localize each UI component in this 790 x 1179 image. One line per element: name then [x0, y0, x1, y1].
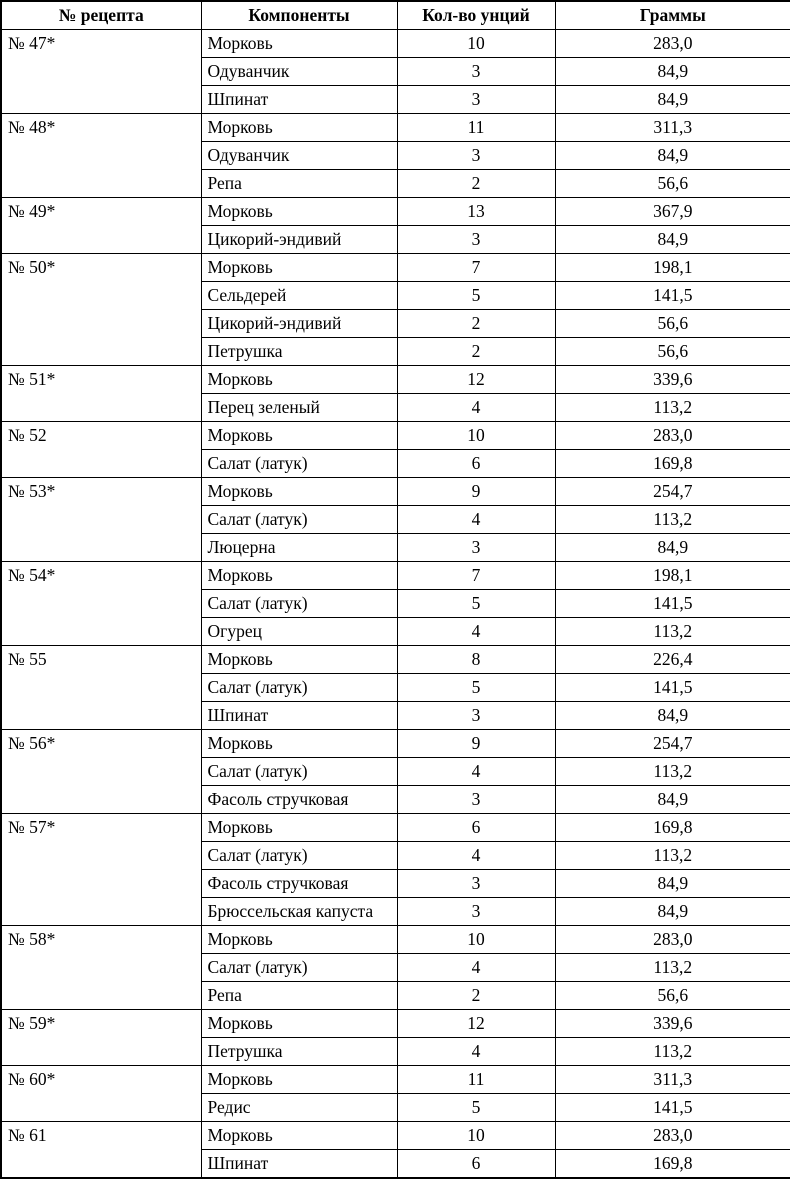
- component-cell: Морковь: [201, 30, 397, 58]
- ounces-value-cell: 6: [397, 450, 555, 478]
- ounces-value-cell: 12: [397, 1010, 555, 1038]
- ounces-value-cell: 11: [397, 114, 555, 142]
- recipe-number-cell: № 59*: [1, 1010, 201, 1066]
- component-cell: Салат (латук): [201, 842, 397, 870]
- grams-value-cell: 169,8: [555, 450, 790, 478]
- ounces-value-cell: 2: [397, 170, 555, 198]
- component-cell: Цикорий-эндивий: [201, 310, 397, 338]
- header-recipe-number: № рецепта: [1, 1, 201, 30]
- grams-value-cell: 311,3: [555, 114, 790, 142]
- ounces-value-cell: 10: [397, 1122, 555, 1150]
- component-cell: Салат (латук): [201, 674, 397, 702]
- grams-value-cell: 283,0: [555, 926, 790, 954]
- grams-value-cell: 283,0: [555, 422, 790, 450]
- ounces-value-cell: 7: [397, 254, 555, 282]
- grams-value-cell: 84,9: [555, 786, 790, 814]
- grams-value-cell: 141,5: [555, 282, 790, 310]
- ounces-value-cell: 12: [397, 366, 555, 394]
- component-cell: Сельдерей: [201, 282, 397, 310]
- component-cell: Салат (латук): [201, 590, 397, 618]
- table-row: [1, 562, 790, 590]
- table-row: [1, 730, 790, 758]
- recipe-number-cell: № 47*: [1, 30, 201, 114]
- grams-value-cell: 56,6: [555, 982, 790, 1010]
- recipe-number-cell: № 53*: [1, 478, 201, 562]
- ounces-value-cell: 2: [397, 338, 555, 366]
- component-cell: Шпинат: [201, 86, 397, 114]
- grams-value-cell: 169,8: [555, 1150, 790, 1179]
- component-cell: Цикорий-эндивий: [201, 226, 397, 254]
- component-cell: Репа: [201, 170, 397, 198]
- grams-value-cell: 141,5: [555, 590, 790, 618]
- component-cell: Петрушка: [201, 1038, 397, 1066]
- recipe-number-cell: № 54*: [1, 562, 201, 646]
- ounces-value-cell: 2: [397, 310, 555, 338]
- grams-value-cell: 113,2: [555, 394, 790, 422]
- component-cell: Одуванчик: [201, 58, 397, 86]
- grams-value-cell: 113,2: [555, 954, 790, 982]
- component-cell: Салат (латук): [201, 954, 397, 982]
- grams-value-cell: 84,9: [555, 702, 790, 730]
- recipe-number-cell: № 56*: [1, 730, 201, 814]
- grams-value-cell: 56,6: [555, 170, 790, 198]
- component-cell: Морковь: [201, 562, 397, 590]
- grams-value-cell: 84,9: [555, 534, 790, 562]
- component-cell: Морковь: [201, 254, 397, 282]
- table-row: [1, 478, 790, 506]
- grams-value-cell: 84,9: [555, 870, 790, 898]
- ounces-value-cell: 6: [397, 1150, 555, 1179]
- header-ounces: Кол-во унций: [397, 1, 555, 30]
- component-cell: Петрушка: [201, 338, 397, 366]
- recipe-number-cell: № 50*: [1, 254, 201, 366]
- table-row: [1, 926, 790, 954]
- table-row: [1, 366, 790, 394]
- component-cell: Морковь: [201, 114, 397, 142]
- grams-value-cell: 113,2: [555, 842, 790, 870]
- grams-value-cell: 339,6: [555, 366, 790, 394]
- ounces-value-cell: 4: [397, 394, 555, 422]
- ounces-value-cell: 3: [397, 86, 555, 114]
- recipe-number-cell: № 49*: [1, 198, 201, 254]
- grams-value-cell: 254,7: [555, 478, 790, 506]
- ounces-value-cell: 3: [397, 702, 555, 730]
- grams-value-cell: 311,3: [555, 1066, 790, 1094]
- ounces-value-cell: 4: [397, 618, 555, 646]
- grams-value-cell: 113,2: [555, 1038, 790, 1066]
- ounces-value-cell: 3: [397, 226, 555, 254]
- ounces-value-cell: 9: [397, 478, 555, 506]
- recipe-number-cell: № 58*: [1, 926, 201, 1010]
- ounces-value-cell: 7: [397, 562, 555, 590]
- component-cell: Люцерна: [201, 534, 397, 562]
- table-row: [1, 814, 790, 842]
- table-row: [1, 114, 790, 142]
- component-cell: Перец зеленый: [201, 394, 397, 422]
- component-cell: Салат (латук): [201, 758, 397, 786]
- ounces-value-cell: 6: [397, 814, 555, 842]
- ounces-value-cell: 11: [397, 1066, 555, 1094]
- grams-value-cell: 84,9: [555, 86, 790, 114]
- component-cell: Морковь: [201, 1010, 397, 1038]
- ounces-value-cell: 9: [397, 730, 555, 758]
- grams-value-cell: 283,0: [555, 1122, 790, 1150]
- grams-value-cell: 283,0: [555, 30, 790, 58]
- table-row: [1, 254, 790, 282]
- ounces-value-cell: 3: [397, 534, 555, 562]
- grams-value-cell: 84,9: [555, 898, 790, 926]
- recipe-number-cell: № 57*: [1, 814, 201, 926]
- grams-value-cell: 141,5: [555, 674, 790, 702]
- component-cell: Фасоль стручковая: [201, 870, 397, 898]
- component-cell: Морковь: [201, 1122, 397, 1150]
- component-cell: Морковь: [201, 198, 397, 226]
- grams-value-cell: 113,2: [555, 506, 790, 534]
- ounces-value-cell: 5: [397, 590, 555, 618]
- component-cell: Одуванчик: [201, 142, 397, 170]
- component-cell: Репа: [201, 982, 397, 1010]
- recipe-number-cell: № 61: [1, 1122, 201, 1179]
- component-cell: Морковь: [201, 814, 397, 842]
- component-cell: Редис: [201, 1094, 397, 1122]
- component-cell: Морковь: [201, 422, 397, 450]
- recipe-number-cell: № 48*: [1, 114, 201, 198]
- ounces-value-cell: 3: [397, 786, 555, 814]
- grams-value-cell: 367,9: [555, 198, 790, 226]
- table-row: [1, 198, 790, 226]
- recipe-number-cell: № 55: [1, 646, 201, 730]
- grams-value-cell: 56,6: [555, 338, 790, 366]
- grams-value-cell: 141,5: [555, 1094, 790, 1122]
- grams-value-cell: 198,1: [555, 562, 790, 590]
- ounces-value-cell: 10: [397, 30, 555, 58]
- component-cell: Морковь: [201, 478, 397, 506]
- recipe-number-cell: № 51*: [1, 366, 201, 422]
- ounces-value-cell: 3: [397, 870, 555, 898]
- ounces-value-cell: 4: [397, 506, 555, 534]
- component-cell: Брюссельская капуста: [201, 898, 397, 926]
- ounces-value-cell: 5: [397, 282, 555, 310]
- grams-value-cell: 339,6: [555, 1010, 790, 1038]
- grams-value-cell: 113,2: [555, 618, 790, 646]
- grams-value-cell: 56,6: [555, 310, 790, 338]
- ounces-value-cell: 4: [397, 842, 555, 870]
- grams-value-cell: 113,2: [555, 758, 790, 786]
- component-cell: Морковь: [201, 926, 397, 954]
- component-cell: Морковь: [201, 1066, 397, 1094]
- grams-value-cell: 226,4: [555, 646, 790, 674]
- table-body: [1, 30, 790, 1179]
- ounces-value-cell: 2: [397, 982, 555, 1010]
- ounces-value-cell: 3: [397, 898, 555, 926]
- ounces-value-cell: 4: [397, 954, 555, 982]
- ounces-value-cell: 3: [397, 142, 555, 170]
- table-row: [1, 1010, 790, 1038]
- ounces-value-cell: 5: [397, 674, 555, 702]
- ounces-value-cell: 3: [397, 58, 555, 86]
- table-header-row: [1, 1, 790, 30]
- component-cell: Морковь: [201, 646, 397, 674]
- component-cell: Фасоль стручковая: [201, 786, 397, 814]
- component-cell: Морковь: [201, 366, 397, 394]
- ounces-value-cell: 13: [397, 198, 555, 226]
- ounces-value-cell: 5: [397, 1094, 555, 1122]
- header-grams: Граммы: [555, 1, 790, 30]
- grams-value-cell: 84,9: [555, 226, 790, 254]
- table-row: [1, 422, 790, 450]
- component-cell: Салат (латук): [201, 450, 397, 478]
- table-row: [1, 30, 790, 58]
- recipe-number-cell: № 52: [1, 422, 201, 478]
- ounces-value-cell: 10: [397, 926, 555, 954]
- grams-value-cell: 198,1: [555, 254, 790, 282]
- grams-value-cell: 84,9: [555, 142, 790, 170]
- ounces-value-cell: 4: [397, 758, 555, 786]
- component-cell: Шпинат: [201, 702, 397, 730]
- table-row: [1, 1066, 790, 1094]
- ounces-value-cell: 8: [397, 646, 555, 674]
- grams-value-cell: 254,7: [555, 730, 790, 758]
- header-components: Компоненты: [201, 1, 397, 30]
- grams-value-cell: 169,8: [555, 814, 790, 842]
- component-cell: Морковь: [201, 730, 397, 758]
- table-row: [1, 1122, 790, 1150]
- component-cell: Шпинат: [201, 1150, 397, 1179]
- ounces-value-cell: 4: [397, 1038, 555, 1066]
- table-row: [1, 646, 790, 674]
- component-cell: Салат (латук): [201, 506, 397, 534]
- recipe-number-cell: № 60*: [1, 1066, 201, 1122]
- grams-value-cell: 84,9: [555, 58, 790, 86]
- ounces-value-cell: 10: [397, 422, 555, 450]
- component-cell: Огурец: [201, 618, 397, 646]
